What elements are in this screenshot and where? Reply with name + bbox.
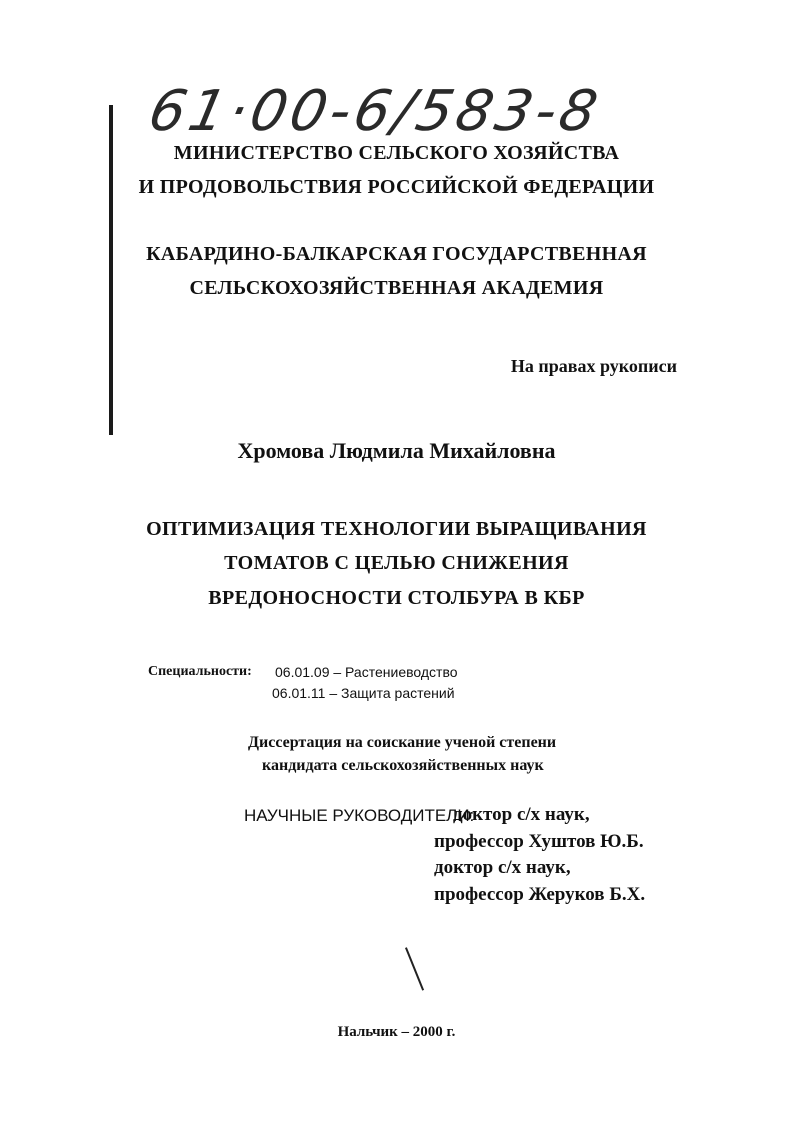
specialty-item: 06.01.09 – Растениеводство	[275, 664, 458, 680]
advisors-label: НАУЧНЫЕ РУКОВОДИТЕЛИ:	[244, 806, 475, 825]
title-line-1: ОПТИМИЗАЦИЯ ТЕХНОЛОГИИ ВЫРАЩИВАНИЯ	[146, 518, 647, 540]
manuscript-note: На правах рукописи	[510, 356, 677, 376]
title-line-2: ТОМАТОВ С ЦЕЛЬЮ СНИЖЕНИЯ	[224, 552, 569, 574]
academy-line-1: КАБАРДИНО-БАЛКАРСКАЯ ГОСУДАРСТВЕННАЯ	[146, 243, 647, 265]
specialty-item: 06.01.11 – Защита растений	[272, 685, 455, 701]
author-name: Хромова Людмила Михайловна	[237, 438, 556, 463]
title-line-3: ВРЕДОНОСНОСТИ СТОЛБУРА В КБР	[208, 587, 585, 609]
handwritten-archive-number: 61·00-6/583-8	[143, 79, 607, 144]
advisor-line: доктор с/х наук,	[453, 804, 590, 825]
advisor-line: профессор Хуштов Ю.Б.	[434, 831, 644, 852]
advisor-line: доктор с/х наук,	[434, 857, 571, 878]
specialties-label: Специальности:	[148, 664, 252, 679]
pen-stroke-mark	[405, 947, 424, 990]
ministry-line-2: И ПРОДОВОЛЬСТВИЯ РОССИЙСКОЙ ФЕДЕРАЦИИ	[138, 176, 655, 198]
advisor-line: профессор Жеруков Б.Х.	[434, 884, 646, 905]
city-year: Нальчик – 2000 г.	[337, 1024, 456, 1040]
dissertation-line-2: кандидата сельскохозяйственных наук	[262, 757, 544, 774]
dissertation-line-1: Диссертация на соискание ученой степени	[248, 734, 557, 751]
ministry-line-1: МИНИСТЕРСТВО СЕЛЬСКОГО ХОЗЯЙСТВА	[173, 142, 620, 164]
academy-line-2: СЕЛЬСКОХОЗЯЙСТВЕННАЯ АКАДЕМИЯ	[189, 277, 604, 299]
